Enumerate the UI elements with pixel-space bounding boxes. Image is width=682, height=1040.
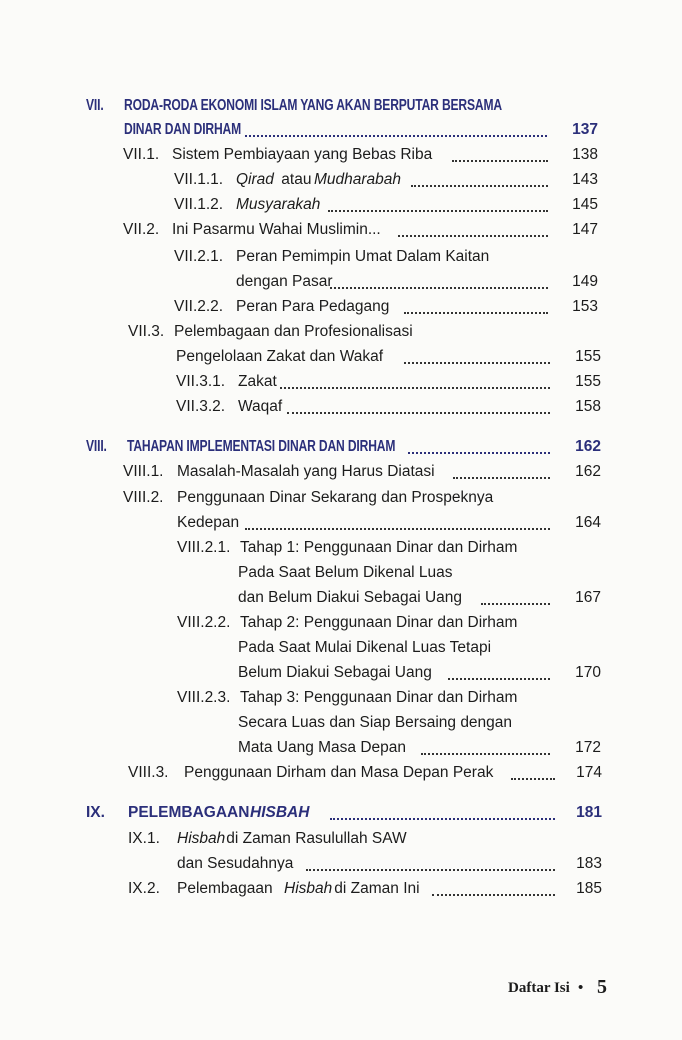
page-number: 174 [576,764,602,781]
page-number: 164 [575,514,601,531]
chapter-vii-heading-cont[interactable] [0,118,682,142]
leader-dots [330,816,555,820]
page-number: 145 [572,196,598,213]
entry-title: Secara Luas dan Siap Bersaing dengan [238,714,513,731]
page-number: 137 [572,121,598,138]
toc-entry-vii-3 [0,320,682,344]
entry-title: Penggunaan Dirham dan Masa Depan Perak [184,764,494,781]
section-number: IX.2. [128,880,160,897]
entry-title: Penggunaan Dinar Sekarang dan Prospeknya [177,489,494,506]
page-number: 149 [572,273,598,290]
chapter-title: PELEMBAGAAN [128,804,254,821]
section-number: VII.3. [128,323,165,340]
entry-title-italic: Qirad [236,171,274,188]
toc-entry-vii-3-cont[interactable] [0,345,682,369]
section-number: VII.2. [123,221,160,238]
page-number: 183 [576,855,602,872]
entry-title: Tahap 1: Penggunaan Dinar dan Dirham [240,539,518,556]
toc-entry-viii-3[interactable] [0,761,682,785]
leader-dots [328,208,548,212]
section-number: VII.3.1. [176,373,226,390]
page-number: 170 [575,664,601,681]
footer-bullet: • [578,979,584,996]
chapter-viii-heading[interactable] [0,435,682,459]
section-number: VIII.3. [128,764,169,781]
page-number: 143 [572,171,598,188]
leader-dots [245,133,547,137]
entry-title: Belum Diakui Sebagai Uang [238,664,432,681]
leader-dots [511,776,555,780]
toc-entry-viii-2-2-cont [0,636,682,660]
entry-title-italic: Mudharabah [314,171,402,188]
toc-entry-vii-2[interactable] [0,218,682,242]
toc-entry-vii-1-1[interactable] [0,168,682,192]
page-number: 155 [575,373,601,390]
entry-title: di Zaman Ini [330,880,420,897]
page-footer [0,976,682,1004]
page-number: 162 [575,463,601,480]
page-number: 185 [576,880,602,897]
toc-entry-vii-3-2[interactable] [0,395,682,419]
toc-entry-vii-2-1-cont[interactable] [0,270,682,294]
leader-dots [408,450,550,454]
page-number: 162 [575,438,601,455]
entry-title: dan Belum Diakui Sebagai Uang [238,589,463,606]
chapter-ix-heading[interactable] [0,801,682,825]
leader-dots [245,526,550,530]
entry-title: Peran Para Pedagang [236,298,390,315]
toc-entry-ix-2[interactable] [0,877,682,901]
chapter-title: RODA-RODA EKONOMI ISLAM YANG AKAN BERPUTAR BERSAMA [124,97,502,114]
toc-entry-vii-2-1 [0,245,682,269]
chapter-title: TAHAPAN IMPLEMENTASI DINAR DAN DIRHAM [127,438,396,455]
leader-dots [421,751,550,755]
toc-entry-ix-1-cont[interactable] [0,852,682,876]
chapter-vii-heading [0,94,682,118]
page-number: 172 [575,739,601,756]
section-number: VIII.2.3. [177,689,231,706]
entry-title: Waqaf [238,398,283,415]
entry-title: Kedepan [177,514,240,531]
section-number: VIII.2.2. [177,614,231,631]
leader-dots [306,867,555,871]
toc-entry-viii-2-3-cont [0,711,682,735]
leader-dots [330,285,548,289]
section-number: VII.3.2. [176,398,226,415]
chapter-number: VIII. [86,438,107,455]
page-number: 155 [575,348,601,365]
entry-title: Sistem Pembiayaan yang Bebas Riba [172,146,433,163]
leader-dots [432,892,555,896]
section-number: VII.1.2. [174,196,224,213]
entry-title: atau [277,171,316,188]
leader-dots [481,601,550,605]
entry-title: Masalah-Masalah yang Harus Diatasi [177,463,435,480]
chapter-title: DINAR DAN DIRHAM [124,121,242,138]
toc-entry-vii-3-1[interactable] [0,370,682,394]
leader-dots [404,310,548,314]
entry-title: di Zaman Rasulullah SAW [222,830,407,847]
entry-title: Pada Saat Mulai Dikenal Luas Tetapi [238,639,492,656]
entry-title: dengan Pasar [236,273,333,290]
chapter-number: VII. [86,97,104,114]
toc-entry-viii-2-1-cont2[interactable] [0,586,682,610]
section-number: VIII.2.1. [177,539,231,556]
section-number: VIII.2. [123,489,164,506]
leader-dots [448,676,550,680]
entry-title: Peran Pemimpin Umat Dalam Kaitan [236,248,490,265]
entry-title: Tahap 3: Penggunaan Dinar dan Dirham [240,689,518,706]
toc-entry-viii-2-3-cont2[interactable] [0,736,682,760]
entry-title: Pelembagaan [177,880,277,897]
section-number: VII.2.1. [174,248,224,265]
page-number: 167 [575,589,601,606]
toc-entry-viii-2-cont[interactable] [0,511,682,535]
page-number: 138 [572,146,598,163]
toc-entry-vii-1[interactable] [0,143,682,167]
leader-dots [453,475,550,479]
toc-entry-viii-2-1 [0,536,682,560]
section-number: VII.1.1. [174,171,224,188]
footer-label: Daftar Isi [508,980,570,996]
toc-entry-ix-1 [0,827,682,851]
leader-dots [452,158,548,162]
section-number: VII.2.2. [174,298,224,315]
leader-dots [404,360,550,364]
entry-title-italic: Hisbah [284,880,333,897]
page-number: 158 [575,398,601,415]
entry-title-italic: Hisbah [177,830,226,847]
page-number: 153 [572,298,598,315]
entry-title: Mata Uang Masa Depan [238,739,407,756]
footer-page-number: 5 [597,976,607,998]
section-number: VIII.1. [123,463,164,480]
toc-entry-viii-2 [0,486,682,510]
leader-dots [287,410,550,414]
toc-entry-viii-2-3 [0,686,682,710]
entry-title: dan Sesudahnya [177,855,294,872]
toc-entry-vii-2-2[interactable] [0,295,682,319]
toc-entry-viii-2-2 [0,611,682,635]
chapter-title-italic: HISBAH [250,804,310,821]
entry-title: Zakat [238,373,277,390]
page-number: 147 [572,221,598,238]
entry-title: Tahap 2: Penggunaan Dinar dan Dirham [240,614,518,631]
section-number: IX.1. [128,830,160,847]
chapter-number: IX. [86,804,105,821]
toc-entry-vii-1-2[interactable] [0,193,682,217]
leader-dots [280,385,550,389]
toc-entry-viii-2-1-cont [0,561,682,585]
page-number: 181 [576,804,602,821]
toc-entry-viii-1[interactable] [0,460,682,484]
entry-title-italic: Musyarakah [236,196,321,213]
leader-dots [398,233,548,237]
toc-entry-viii-2-2-cont2[interactable] [0,661,682,685]
entry-title: Pada Saat Belum Dikenal Luas [238,564,453,581]
entry-title: Ini Pasarmu Wahai Muslimin... [172,221,381,238]
section-number: VII.1. [123,146,160,163]
entry-title: Pelembagaan dan Profesionalisasi [174,323,413,340]
leader-dots [411,183,548,187]
entry-title: Pengelolaan Zakat dan Wakaf [176,348,384,365]
